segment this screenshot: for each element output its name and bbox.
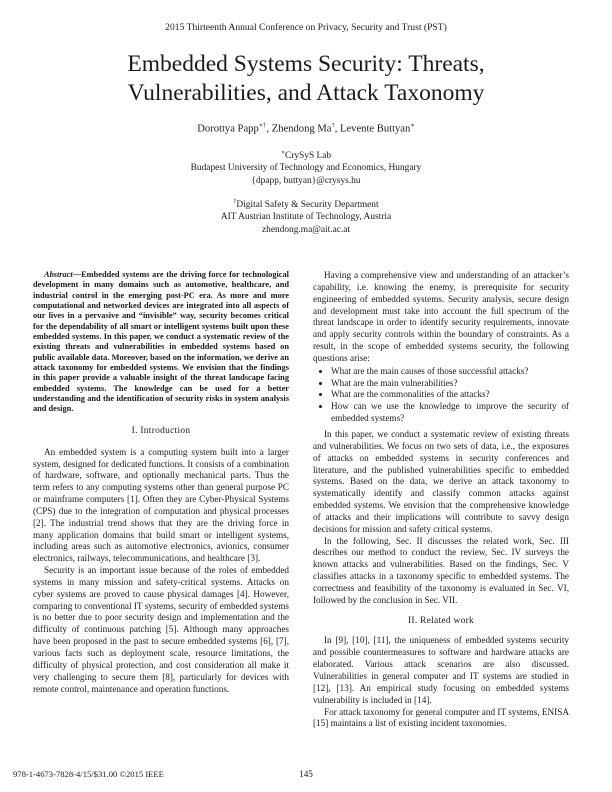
affiliation-department: Digital Safety & Security Department [236, 200, 379, 211]
affiliation-email: {dpapp, buttyan}@crysys.hu [251, 175, 361, 186]
affiliation-mark: ∗ [280, 150, 285, 156]
affiliation-ait [0, 196, 612, 236]
paragraph: For attack taxonomy for general computer and IT systems, ENISA [15] maintains a list of existing incident taxonomies. [313, 706, 569, 729]
author-list: Dorottya Papp∗†, Zhendong Ma†, Levente Buttyan∗ [197, 122, 415, 135]
paragraph: In [9], [10], [11], the uniqueness of embedded systems security and possible countermeasures to software and hardware attacks are elaborated. Various attack scenarios are also discussed. Vulnerabilities in general computer and IT systems are studied in [12], [13]. An empirical study focusing on embedded systems vulnerability is included in [14]. [313, 635, 569, 705]
paragraph: In the following, Sec. II discusses the related work, Sec. III describes our method to conduct the review, Sec. IV surveys the known attacks and vulnerabilities. Based on the findings, Sec. V classifies attacks in a taxonomy specific to embedded systems. The correctness and feasibility of the taxonomy is evaluated in Sec. VI, followed by the conclusion in Sec. VII. [313, 535, 569, 605]
affiliation-lab: CrySyS Lab [284, 151, 332, 162]
section-heading-related-work: II. Related work [408, 615, 474, 626]
right-column [313, 270, 569, 730]
list-item: • How can we use the knowledge to improve the security of embedded systems? [331, 401, 569, 425]
list-item: • What are the main causes of those successful attacks? [331, 366, 569, 378]
page-number: 145 [299, 769, 313, 779]
footer-isbn: 978-1-4673-7828-4/15/$31.00 ©2015 IEEE [13, 769, 164, 779]
author-mark: ∗ [410, 122, 415, 129]
paper-title: Embedded Systems Security: Threats, Vulnerabilities, and Attack Taxonomy [127, 51, 485, 106]
affiliation-mark: † [233, 199, 237, 205]
paragraph: In this paper, we conduct a systematic review of existing threats and vulnerabilities. We focus on two sets of data, i.e., the exposures of attacks on embedded systems in security conferences and literature, and the published vulnerabilities specific to embedded systems. Based on the data, we derive an attack taxonomy to systematically identify and classify common attacks against embedded systems. We envision that the comprehensive knowledge of attacks and their implications will contribute to savvy design decisions for mission and safety critical systems. [313, 428, 569, 534]
paragraph: Having a comprehensive view and understanding of an attacker’s capability, i.e. knowing the enemy, is prerequisite for security engineering of embedded systems. Security analysis, secure design and development must take into account the full spectrum of the threat landscape in order to identify security requirements, innovate and apply security controls within the boundary of constraints. As a result, in the scope of embedded systems security, the following questions arise: [313, 270, 569, 363]
section-heading-introduction: I. Introduction [131, 425, 191, 436]
paragraph: An embedded system is a computing system built into a larger system, designed for dedicated functions. It consists of a combination of hardware, software, and optionally mechanical parts. Thus the term refers to any computing systems other than general purpose PC or mainframe computers [1]. Often they are Cyber-Physical Systems (CPS) due to the integration of computation and physical processes [2]. The industrial trend shows that they are the driving force in many application domains that build smart or intelligent systems, including areas such as automotive electronics, avionics, consumer electronics, railways, telecommunications, and healthcare [3]. [33, 446, 289, 564]
abstract-text: —Embedded systems are the driving force for technological development in many domains such as automotive, healthcare, and industrial control in the emerging post-PC era. As more and more computational and networked devices are integrated into all aspects of our lives in a pervasive and “invisible” way, security becomes critical for the dependability of all smart or intelligent systems built upon these embedded systems. In this paper, we conduct a systematic review of the existing threats and vulnerabilities in embedded systems based on public available data. Moreover, based on the information, we derive an attack taxonomy for embedded systems. We envision that the findings in this paper provide a valuable insight of the threat landscape facing embedded systems. The knowledge can be used for a better understanding and the identification of security risks in system analysis and design. [33, 270, 289, 414]
list-item: • What are the commonalities of the attacks? [331, 389, 569, 401]
author-name: Dorottya Papp [197, 123, 259, 135]
left-column [33, 270, 289, 695]
abstract [33, 270, 289, 415]
affiliation-institution: AIT Austrian Institute of Technology, Austria [220, 212, 392, 223]
research-questions-list [313, 366, 569, 425]
author-name: Zhendong Ma [271, 123, 332, 135]
affiliation-crysys [0, 147, 612, 187]
affiliation-email: zhendong.ma@ait.ac.at [261, 224, 351, 235]
conference-header: 2015 Thirteenth Annual Conference on Privacy, Security and Trust (PST) [165, 22, 447, 33]
author-mark: ∗† [258, 122, 267, 129]
abstract-label: Abstract [44, 270, 73, 279]
list-item: • What are the main vulnerabilities? [331, 378, 569, 390]
author-name: Levente Buttyan [340, 123, 411, 135]
author-mark: † [331, 122, 335, 129]
paragraph: Security is an important issue because of the roles of embedded systems in many mission and safety-critical systems. Attacks on cyber systems are proved to cause physical damages [4]. However, comparing to conventional IT systems, security of embedded systems is no better due to poor security design and implementation and the difficulty of continuous patching [5]. Although many approaches have been proposed in the past to secure embedded systems [6], [7], various facts such as deployment scale, resource limitations, the difficulty of physical protection, and cost consideration all make it very challenging to secure them [8], particularly for devices with remote control, maintenance and operation functions. [33, 565, 289, 694]
affiliation-institution: Budapest University of Technology and Economics, Hungary [190, 163, 422, 174]
